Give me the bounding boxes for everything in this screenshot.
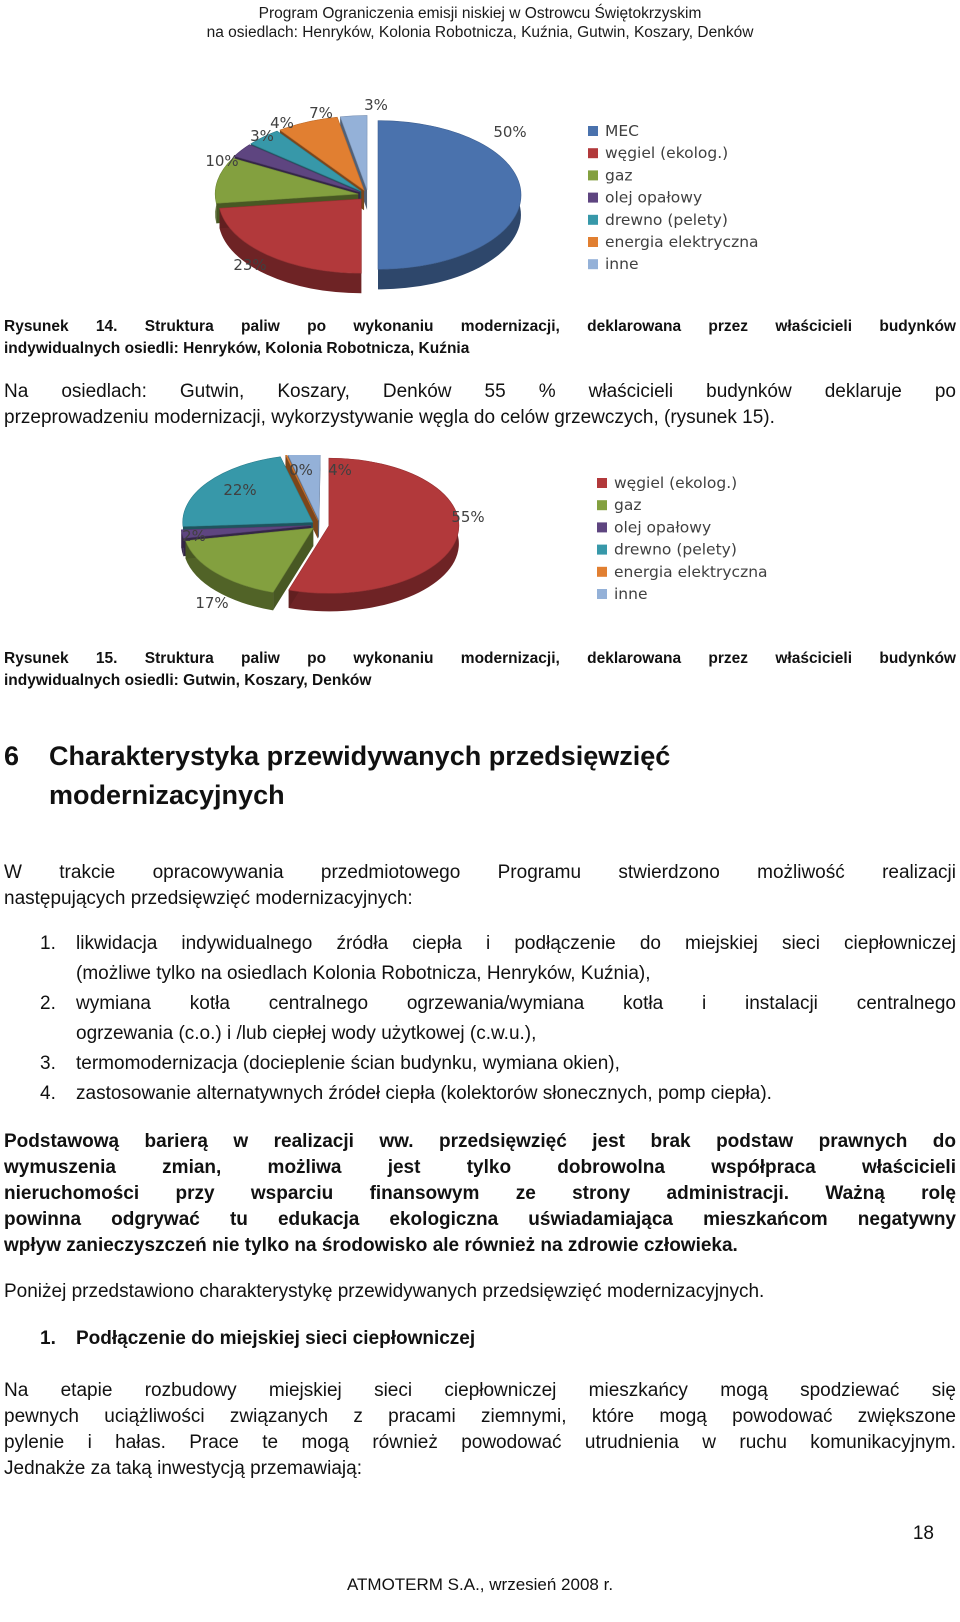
legend-swatch: [597, 567, 607, 577]
legend-entry: gaz: [614, 496, 642, 515]
data-label: 3%: [250, 127, 274, 145]
data-label: 3%: [364, 96, 388, 114]
legend-entry: węgiel (ekolog.): [605, 144, 729, 163]
legend-entry: MEC: [605, 122, 639, 140]
legend-entry: drewno (pelety): [605, 210, 728, 229]
data-label: 55%: [451, 508, 485, 526]
legend-entry: inne: [614, 585, 648, 603]
legend-entry: energia elektryczna: [614, 562, 768, 581]
list-item-number: 4.: [40, 1083, 56, 1104]
paragraph-gutwin-line-1: Na osiedlach: Gutwin, Koszary, Denków 55 % właścicieli budynków deklaruje po: [4, 381, 956, 402]
legend-entry: węgiel (ekolog.): [614, 474, 738, 492]
legend-entry: gaz: [605, 166, 633, 185]
subsection-heading: [40, 1328, 475, 1350]
data-label: 23%: [233, 256, 267, 274]
data-label: 4%: [328, 461, 352, 479]
section-number: 6: [4, 741, 20, 771]
section-title: Charakterystyka przewidywanych przedsięwzięć modernizacyjnych: [49, 741, 671, 810]
data-label: 4%: [270, 114, 294, 132]
legend-entry: inne: [605, 255, 639, 274]
list-item-number: 3.: [40, 1053, 56, 1074]
list-item-line-1: wymiana kotła centralnego ogrzewania/wymiana kotła i instalacji centralnego: [76, 993, 956, 1014]
legend-swatch: [588, 148, 598, 158]
data-label: 10%: [205, 152, 239, 170]
barrier-line-1: Podstawową barierą w realizacji ww. przedsięwzięć jest brak podstaw prawnych do: [4, 1131, 956, 1152]
legend-swatch: [597, 545, 607, 555]
barrier-paragraph: [4, 1129, 956, 1259]
list-item-number: 1.: [40, 933, 56, 954]
paragraph-network-line-4: Jednakże za taką inwestycją przemawiają:: [4, 1458, 363, 1479]
data-label: 0%: [289, 461, 313, 479]
list-item-number: 2.: [40, 993, 56, 1014]
barrier-line-4: powinna odgrywać tu edukacja ekologiczna uświadamiająca mieszkańcom negatywny: [4, 1209, 956, 1230]
header-line-1: Program Ograniczenia emisji niskiej w Ostrowcu Świętokrzyskim: [258, 5, 702, 22]
paragraph-intro-line-2: następujących przedsięwzięć modernizacyjnych:: [4, 888, 413, 909]
pie-slice-wgielekolog: [220, 199, 362, 293]
legend-swatch: [597, 478, 607, 488]
paragraph-intro: [4, 860, 956, 912]
subsection-title: Podłączenie do miejskiej sieci ciepłowniczej: [76, 1328, 476, 1349]
legend-swatch: [588, 193, 598, 203]
list-item-line-2: ogrzewania (c.o.) i /lub ciepłej wody użytkowej (c.w.u.),: [76, 1023, 537, 1044]
list-item-line-1: termomodernizacja (docieplenie ścian budynku, wymiana okien),: [76, 1053, 620, 1074]
running-header: [0, 4, 960, 42]
barrier-line-5: wpływ zanieczyszczeń nie tylko na środowisko ale również na zdrowie człowieka.: [4, 1235, 738, 1256]
pie-slice-mec: [378, 121, 521, 290]
figure-caption-14: [4, 316, 956, 360]
page-footer: ATMOTERM S.A., wrzesień 2008 r.: [346, 1575, 614, 1594]
data-label: 2%: [182, 527, 206, 545]
caption-14-line-1: Rysunek 14. Struktura paliw po wykonaniu modernizacji, deklarowana przez właścicieli budynków: [4, 318, 956, 335]
paragraph-gutwin-line-2: przeprowadzeniu modernizacji, wykorzystywanie węgla do celów grzewczych, (rysunek 15).: [4, 407, 775, 428]
legend-swatch: [588, 215, 598, 225]
paragraph-intro-line-1: W trakcie opracowywania przedmiotowego Programu stwierdzono możliwość realizacji: [4, 862, 956, 883]
list-item-line-2: (możliwe tylko na osiedlach Kolonia Robotnicza, Henryków, Kuźnia),: [76, 963, 651, 984]
data-label: 22%: [223, 481, 257, 499]
legend-entry: olej opałowy: [605, 188, 703, 207]
legend-swatch: [588, 170, 598, 180]
list-item-line-1: zastosowanie alternatywnych źródeł ciepła (kolektorów słonecznych, pomp ciepła).: [76, 1083, 772, 1104]
paragraph-gutwin: [4, 379, 956, 431]
barrier-line-2: wymuszenia zmian, możliwa jest tylko dobrowolna współpraca właścicieli: [4, 1157, 956, 1178]
list-item: [40, 989, 956, 1049]
data-label: 50%: [493, 123, 527, 141]
legend-swatch: [588, 259, 598, 269]
barrier-line-3: nieruchomości przy wsparciu finansowym ze strony administracji. Ważną rolę: [4, 1183, 956, 1204]
subsection-number: 1.: [40, 1328, 56, 1349]
paragraph-below: Poniżej przedstawiono charakterystykę przewidywanych przedsięwzięć modernizacyjnych.: [4, 1281, 765, 1302]
legend-swatch: [597, 522, 607, 532]
data-label: 17%: [195, 594, 229, 612]
legend-entry: energia elektryczna: [605, 233, 759, 251]
legend-entry: drewno (pelety): [614, 540, 737, 559]
list-item: [40, 1079, 956, 1109]
caption-14-line-2: indywidualnych osiedli: Henryków, Kolonia Robotnicza, Kuźnia: [4, 340, 470, 357]
paragraph-network: [4, 1378, 956, 1482]
paragraph-network-line-3: pylenie i hałas. Prace te mogą również powodować utrudnienia w ruchu komunikacyjnym.: [4, 1432, 956, 1453]
figure-caption-15: [4, 648, 956, 692]
legend-entry: olej opałowy: [614, 518, 712, 537]
page-number: 18: [912, 1523, 934, 1544]
header-line-2: na osiedlach: Henryków, Kolonia Robotnicza, Kuźnia, Gutwin, Koszary, Denków: [206, 24, 754, 41]
legend-swatch: [597, 589, 607, 599]
section-heading: [4, 737, 956, 817]
legend-swatch: [588, 126, 598, 136]
caption-15-line-2: indywidualnych osiedli: Gutwin, Koszary, Denków: [4, 672, 372, 689]
paragraph-network-line-1: Na etapie rozbudowy miejskiej sieci ciepłowniczej mieszkańcy mogą spodziewać się: [4, 1380, 956, 1401]
fuel-structure-pie-chart-14: [190, 95, 780, 295]
list-item-line-1: likwidacja indywidualnego źródła ciepła i podłączenie do miejskiej sieci ciepłowniczej: [76, 933, 956, 954]
data-label: 7%: [309, 104, 333, 122]
fuel-structure-pie-chart-15: [170, 455, 790, 625]
legend-swatch: [597, 500, 607, 510]
legend-swatch: [588, 237, 598, 247]
paragraph-network-line-2: pewnych uciążliwości związanych z pracami ziemnymi, które mogą powodować zwiększone: [4, 1406, 956, 1427]
undertakings-list: [40, 929, 956, 1109]
list-item: [40, 929, 956, 989]
list-item: [40, 1049, 956, 1079]
caption-15-line-1: Rysunek 15. Struktura paliw po wykonaniu modernizacji, deklarowana przez właścicieli budynków: [4, 650, 956, 667]
